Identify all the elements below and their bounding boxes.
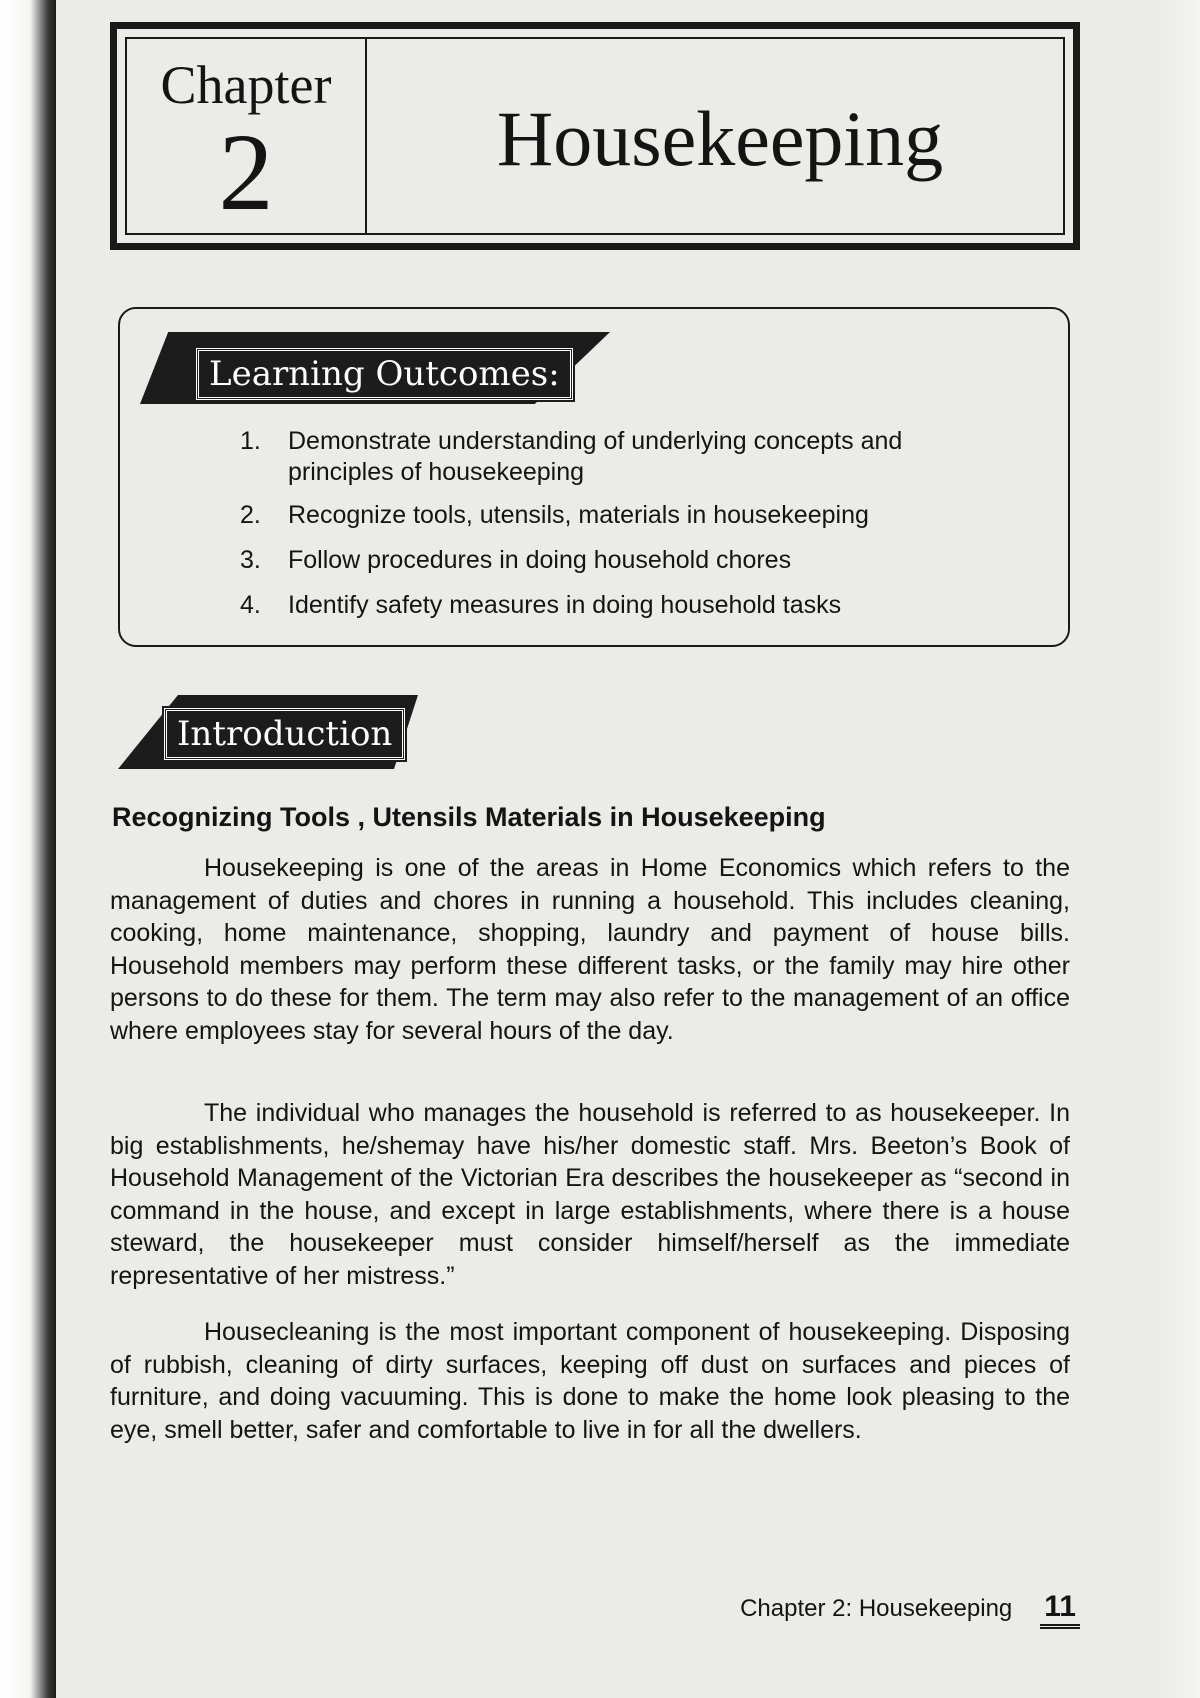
list-item-number: 4. (240, 591, 261, 619)
chapter-header-box (110, 22, 1080, 250)
body-paragraph: Housecleaning is the most important component of housekeeping. Disposing of rubbish, cleaning of dirty surfaces, keeping off dust on surfaces and pieces of furniture, and doing vacuuming. This is done to make the home look pleasing to the eye, smell better, safer and comfortable to live in for all the dwellers. (110, 1318, 1070, 1444)
list-item-number: 1. (240, 427, 261, 455)
chapter-label-cell (127, 39, 367, 233)
chapter-title: Housekeeping (496, 95, 944, 182)
list-item-text: Follow procedures in doing household chores (288, 546, 792, 574)
body-paragraph: The individual who manages the household is referred to as housekeeper. In big establishments, he/shemay have his/her domestic staff. Mrs. Beeton’s Book of Household Management of the Victorian Era describes the housekeeper as “second in command in the house, and except in large establishments, where there is a house steward, the housekeeper must consider himself/herself as the immediate representative of her mistress.” (110, 1099, 1070, 1290)
chapter-number: 2 (218, 111, 274, 233)
list-item-number: 3. (240, 546, 261, 574)
section-heading: Recognizing Tools , Utensils Materials in Housekeeping (112, 802, 826, 832)
list-item (240, 590, 1000, 621)
list-item (240, 500, 1000, 531)
introduction-heading: Introduction (164, 708, 405, 760)
book-spine-shadow (0, 0, 56, 1698)
chapter-label: Chapter (160, 55, 332, 115)
list-item-text: Recognize tools, utensils, materials in housekeeping (288, 501, 869, 529)
body-paragraph: Housekeeping is one of the areas in Home Economics which refers to the management of duties and chores in running a household. This includes cleaning, cooking, home maintenance, shopping, laundry and payment of house bills. Household members may perform these different tasks, or the family may hire other persons to do these for them. The term may also refer to the management of an office where employees stay for several hours of the day. (110, 854, 1070, 1045)
page-number: 11 (1040, 1590, 1080, 1629)
page-footer (740, 1590, 1080, 1629)
learning-outcomes-list (240, 426, 1000, 635)
list-item (240, 426, 1000, 488)
running-head: Chapter 2: Housekeeping (740, 1595, 1013, 1622)
list-item-text: Identify safety measures in doing household tasks (288, 591, 842, 619)
list-item-number: 2. (240, 501, 261, 529)
list-item (240, 545, 1000, 576)
list-item-text: Demonstrate understanding of underlying concepts and principles of housekeeping (288, 427, 903, 486)
learning-outcomes-heading: Learning Outcomes: (196, 348, 573, 400)
page-edge (1160, 0, 1200, 1698)
